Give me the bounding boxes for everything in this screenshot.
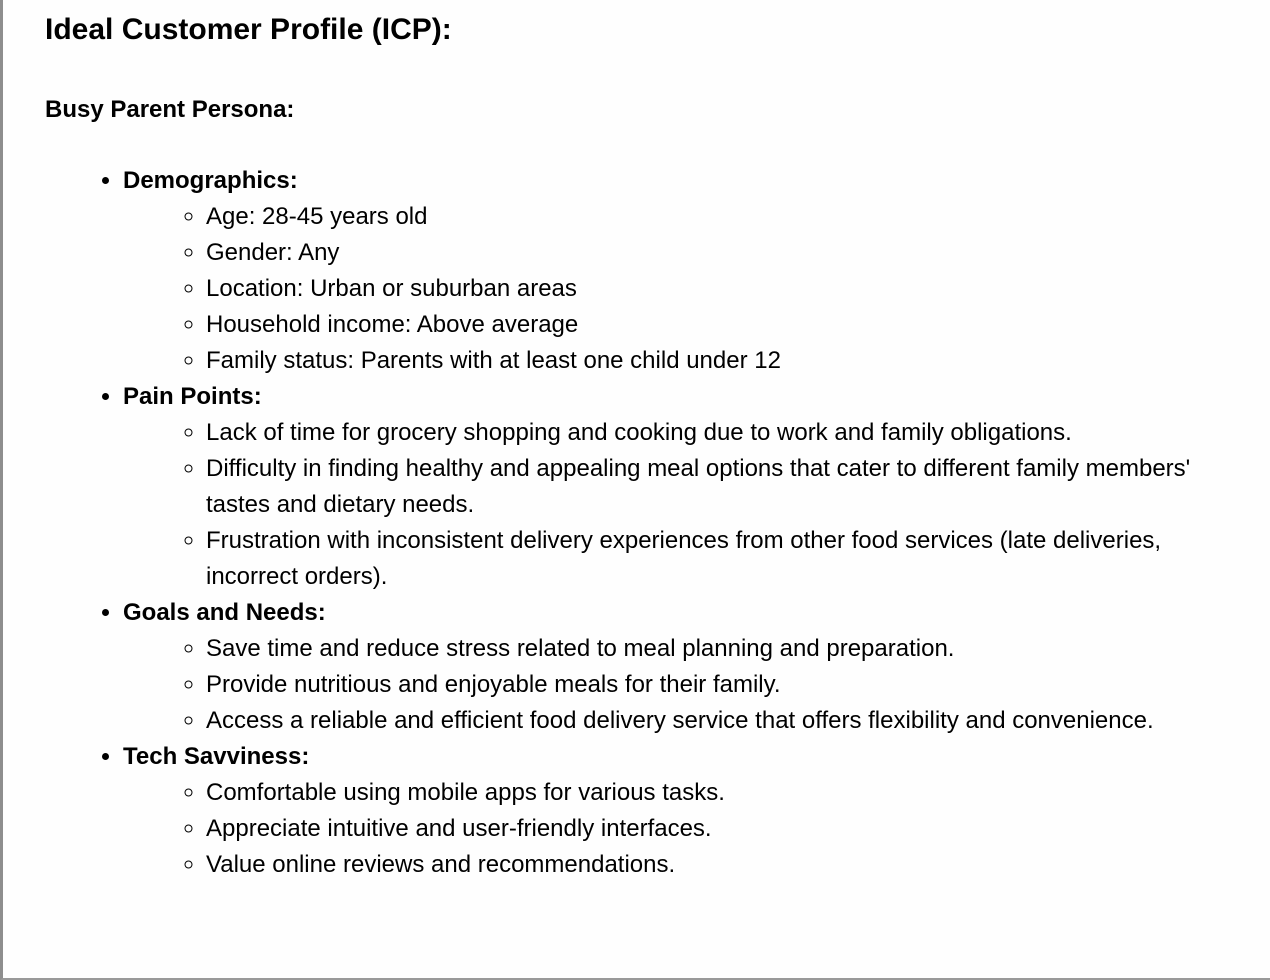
section-list-item: ◦ Frustration with inconsistent delivery experiences from other food services (late deliveries, incorrect orders). (206, 523, 1211, 595)
section-heading: Goals and Needs: (123, 599, 326, 626)
section-heading: Tech Savviness: (123, 743, 310, 770)
section-item-list (123, 775, 1211, 883)
section-heading: Pain Points: (123, 383, 262, 410)
section-list-item: ◦ Gender: Any (206, 235, 1211, 271)
persona-section (123, 379, 1211, 595)
persona-section (123, 739, 1211, 883)
section-heading: Demographics: (123, 167, 298, 194)
persona-section (123, 163, 1211, 379)
section-item-list (123, 631, 1211, 739)
section-list-item: ◦ Location: Urban or suburban areas (206, 271, 1211, 307)
section-list-item: ◦ Household income: Above average (206, 307, 1211, 343)
section-list-item: ◦ Comfortable using mobile apps for various tasks. (206, 775, 1211, 811)
section-list-item: ◦ Provide nutritious and enjoyable meals for their family. (206, 667, 1211, 703)
section-list-item: ◦ Appreciate intuitive and user-friendly interfaces. (206, 811, 1211, 847)
section-list-item: ◦ Save time and reduce stress related to meal planning and preparation. (206, 631, 1211, 667)
section-list-item: ◦ Age: 28-45 years old (206, 199, 1211, 235)
section-list-item: ◦ Difficulty in finding healthy and appealing meal options that cater to different family members' tastes and dietary needs. (206, 451, 1211, 523)
page-title: Ideal Customer Profile (ICP): (45, 13, 452, 46)
persona-section (123, 595, 1211, 739)
section-list-item: ◦ Lack of time for grocery shopping and cooking due to work and family obligations. (206, 415, 1211, 451)
section-list-item: ◦ Value online reviews and recommendations. (206, 847, 1211, 883)
persona-outline-list (45, 163, 1211, 883)
section-item-list (123, 199, 1211, 379)
section-item-list (123, 415, 1211, 595)
section-list-item: ◦ Family status: Parents with at least one child under 12 (206, 343, 1211, 379)
section-list-item: ◦ Access a reliable and efficient food delivery service that offers flexibility and convenience. (206, 703, 1211, 739)
persona-heading: Busy Parent Persona: (45, 96, 295, 123)
